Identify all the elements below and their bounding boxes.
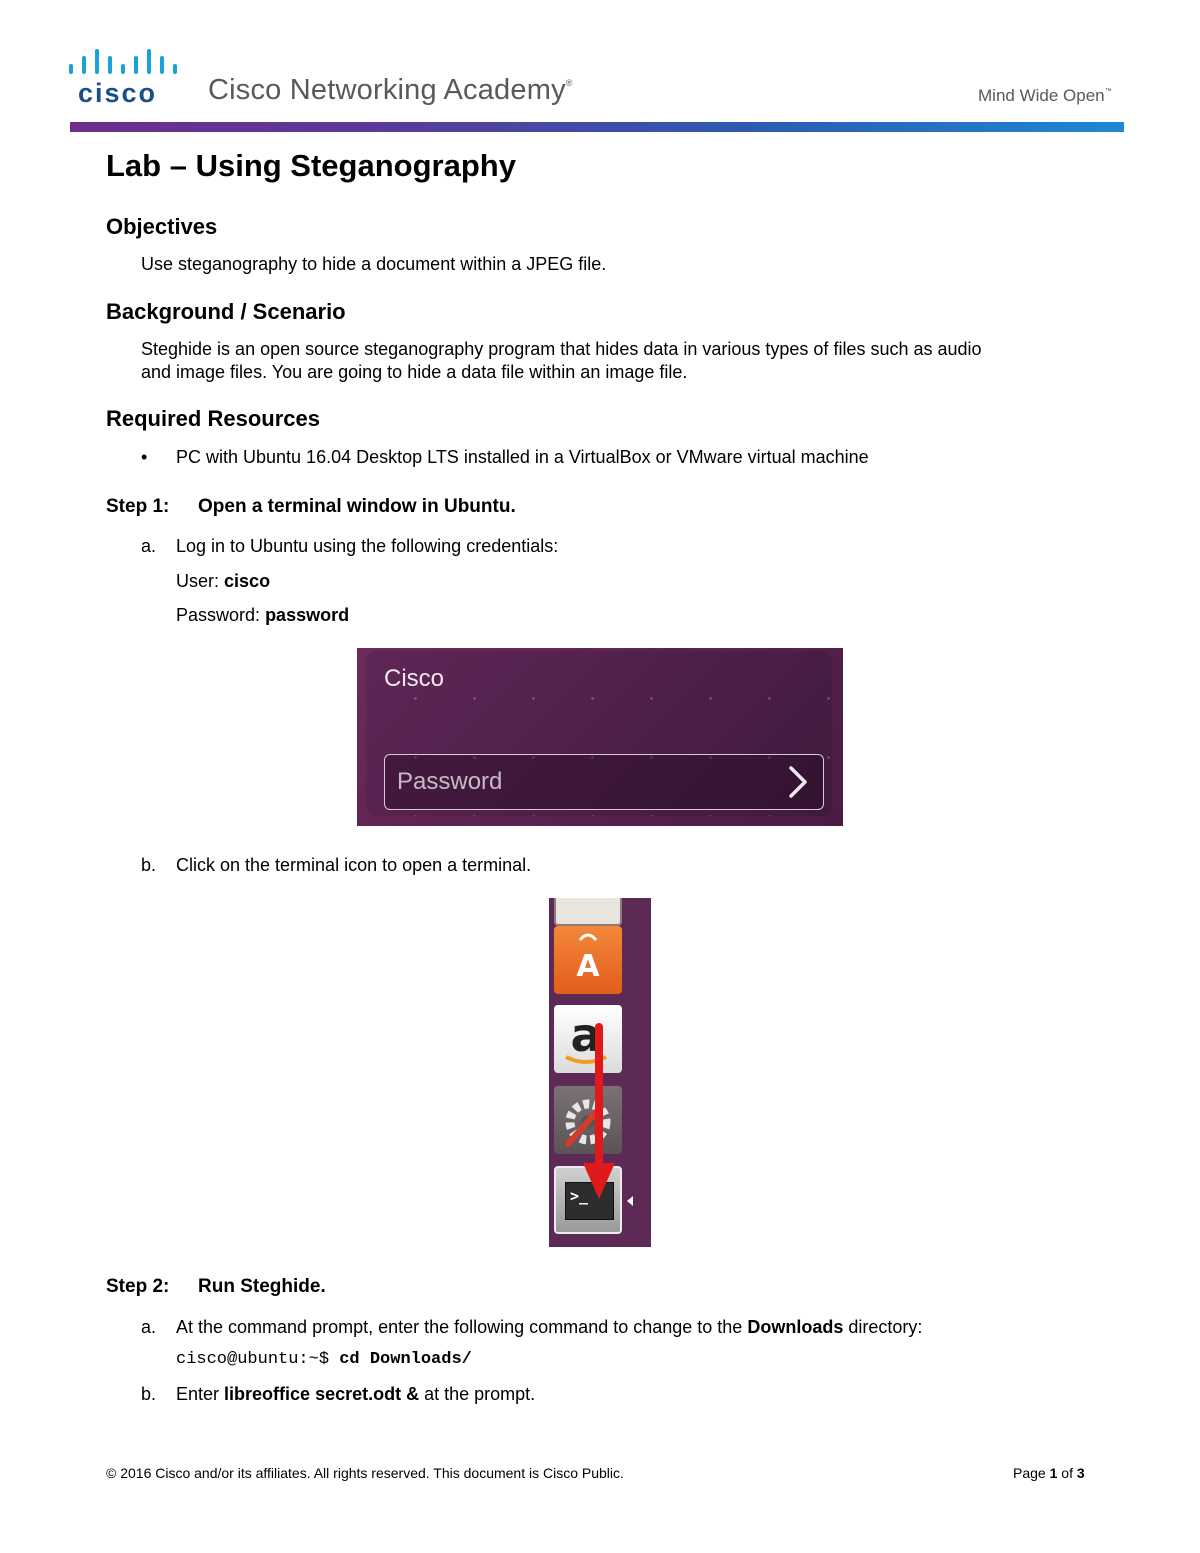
step1-a-text: Log in to Ubuntu using the following credentials:	[176, 536, 559, 556]
step1-b-text: Click on the terminal icon to open a terminal.	[176, 855, 532, 875]
launcher-item-partial[interactable]	[554, 898, 622, 926]
svg-text:A: A	[576, 949, 600, 984]
footer-copyright: © 2016 Cisco and/or its affiliates. All rights reserved. This document is Cisco Public.	[106, 1465, 624, 1481]
svg-text:a: a	[570, 1008, 602, 1062]
step2-heading: Step 2: Run Steghide.	[106, 1276, 326, 1297]
launcher-screenshot	[549, 898, 651, 1247]
chevron-right-icon[interactable]	[783, 765, 813, 799]
credential-user: User: cisco	[176, 571, 271, 591]
step1-b-marker: b.	[141, 855, 157, 875]
header-divider	[70, 122, 1124, 132]
cisco-wordmark: cisco	[78, 78, 158, 106]
objectives-text: Use steganography to hide a document within a JPEG file.	[141, 254, 607, 274]
step1-a-marker: a.	[141, 536, 157, 556]
step2-b-text: Enter libreoffice secret.odt & at the prompt.	[176, 1384, 536, 1404]
background-heading: Background / Scenario	[106, 299, 346, 324]
command-line: cisco@ubuntu:~$ cd Downloads/	[176, 1350, 472, 1369]
step1-heading: Step 1: Open a terminal window in Ubuntu.	[106, 496, 516, 517]
footer-page-number: Page 1 of 3	[1013, 1465, 1085, 1481]
resource-item: PC with Ubuntu 16.04 Desktop LTS installed in a VirtualBox or VMware virtual machine	[176, 447, 869, 467]
step2-b-marker: b.	[141, 1384, 157, 1404]
background-text-line2: and image files. You are going to hide a data file within an image file.	[141, 362, 688, 382]
objectives-heading: Objectives	[106, 214, 218, 239]
background-text-line1: Steghide is an open source steganography program that hides data in various types of files such as audio	[141, 339, 982, 359]
brand-title: Cisco Networking Academy®	[208, 74, 573, 106]
page-title: Lab – Using Steganography	[106, 148, 516, 183]
bullet-icon: •	[141, 447, 148, 467]
terminal-prompt: >_	[570, 1187, 589, 1205]
tagline: Mind Wide Open™	[978, 86, 1112, 105]
login-panel	[366, 651, 832, 816]
login-username: Cisco	[384, 665, 445, 692]
software-center-icon[interactable]	[554, 926, 622, 994]
login-screenshot	[357, 648, 843, 826]
password-field[interactable]	[384, 754, 824, 810]
step2-a-marker: a.	[141, 1317, 157, 1337]
password-placeholder: Password	[397, 768, 503, 795]
credential-password: Password: password	[176, 605, 350, 625]
red-arrow-icon	[569, 1023, 629, 1203]
resources-heading: Required Resources	[106, 406, 320, 431]
cisco-logo	[68, 44, 183, 106]
step2-a-text: At the command prompt, enter the following command to change to the Downloads directory:	[176, 1317, 923, 1337]
